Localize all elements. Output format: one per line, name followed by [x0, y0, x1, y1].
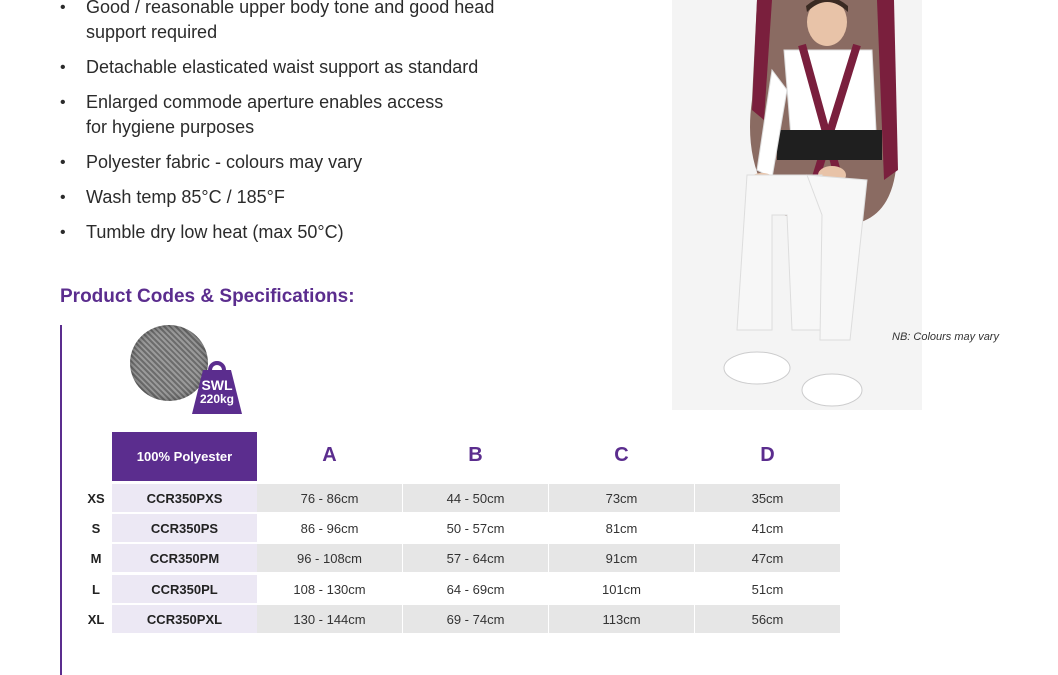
- bullet-text: Good / reasonable upper body tone and good head: [86, 0, 495, 17]
- list-item: [58, 220, 528, 245]
- code-cell: CCR350PXL: [112, 605, 257, 633]
- bullet-icon: •: [60, 59, 66, 76]
- dim-b-cell: 69 - 74cm: [403, 605, 548, 633]
- list-item: [58, 55, 528, 80]
- swl-weight: 220kg: [199, 392, 235, 406]
- list-item: [58, 90, 528, 140]
- bullet-icon: •: [60, 154, 66, 171]
- list-item: [58, 150, 528, 175]
- list-item: [58, 0, 528, 45]
- bullet-text: for hygiene purposes: [86, 117, 255, 137]
- dim-d-cell: 41cm: [751, 520, 784, 536]
- dim-a-cell: 108 - 130cm: [293, 581, 366, 597]
- dim-b-cell: 64 - 69cm: [446, 581, 505, 597]
- section-title: Product Codes & Specifications:: [60, 286, 355, 307]
- size-cell: XL: [87, 611, 105, 627]
- dim-d-cell: 56cm: [695, 605, 840, 633]
- bullet-text: Detachable elasticated waist support as standard: [86, 57, 479, 77]
- bullet-icon: •: [60, 189, 66, 206]
- material-header: 100% Polyester: [112, 432, 257, 481]
- dim-c-cell: 91cm: [549, 544, 694, 572]
- dim-b-cell: 44 - 50cm: [403, 484, 548, 512]
- size-cell: XS: [87, 490, 105, 506]
- swl-badge: [191, 378, 243, 406]
- size-cell: M: [90, 550, 102, 566]
- colour-note: NB: Colours may vary: [892, 331, 999, 343]
- code-cell: CCR350PM: [112, 544, 257, 572]
- code-cell: CCR350PS: [112, 514, 257, 542]
- dim-b-cell: 50 - 57cm: [446, 520, 505, 536]
- bullet-icon: •: [60, 94, 66, 111]
- bullet-text: Wash temp 85°C / 185°F: [86, 187, 285, 207]
- section-divider: [60, 325, 62, 675]
- swl-label: SWL: [201, 377, 233, 393]
- dim-a-cell: 96 - 108cm: [257, 544, 402, 572]
- bullet-text: Enlarged commode aperture enables access: [86, 92, 444, 112]
- code-cell: CCR350PL: [112, 575, 257, 603]
- bullet-icon: •: [60, 0, 66, 16]
- bullet-icon: •: [60, 224, 66, 241]
- code-cell: CCR350PXS: [112, 484, 257, 512]
- feature-list: [58, 0, 528, 255]
- bullet-text: Polyester fabric - colours may vary: [86, 152, 363, 172]
- column-header-a: A: [322, 444, 337, 466]
- dim-c-cell: 113cm: [549, 605, 694, 633]
- bullet-text: Tumble dry low heat (max 50°C): [86, 222, 344, 242]
- bullet-text: support required: [86, 22, 218, 42]
- dim-a-cell: 86 - 96cm: [300, 520, 359, 536]
- dim-c-cell: 81cm: [605, 520, 638, 536]
- product-photo: [672, 0, 922, 410]
- size-cell: S: [91, 520, 101, 536]
- column-header-b: B: [468, 444, 483, 466]
- dim-a-cell: 130 - 144cm: [257, 605, 402, 633]
- column-header-c: C: [614, 444, 629, 466]
- dim-b-cell: 57 - 64cm: [403, 544, 548, 572]
- dim-c-cell: 73cm: [549, 484, 694, 512]
- dim-d-cell: 47cm: [695, 544, 840, 572]
- dim-d-cell: 35cm: [695, 484, 840, 512]
- dim-c-cell: 101cm: [601, 581, 642, 597]
- list-item: [58, 185, 528, 210]
- dim-d-cell: 51cm: [751, 581, 784, 597]
- column-header-d: D: [760, 444, 775, 466]
- dim-a-cell: 76 - 86cm: [257, 484, 402, 512]
- size-cell: L: [92, 581, 100, 597]
